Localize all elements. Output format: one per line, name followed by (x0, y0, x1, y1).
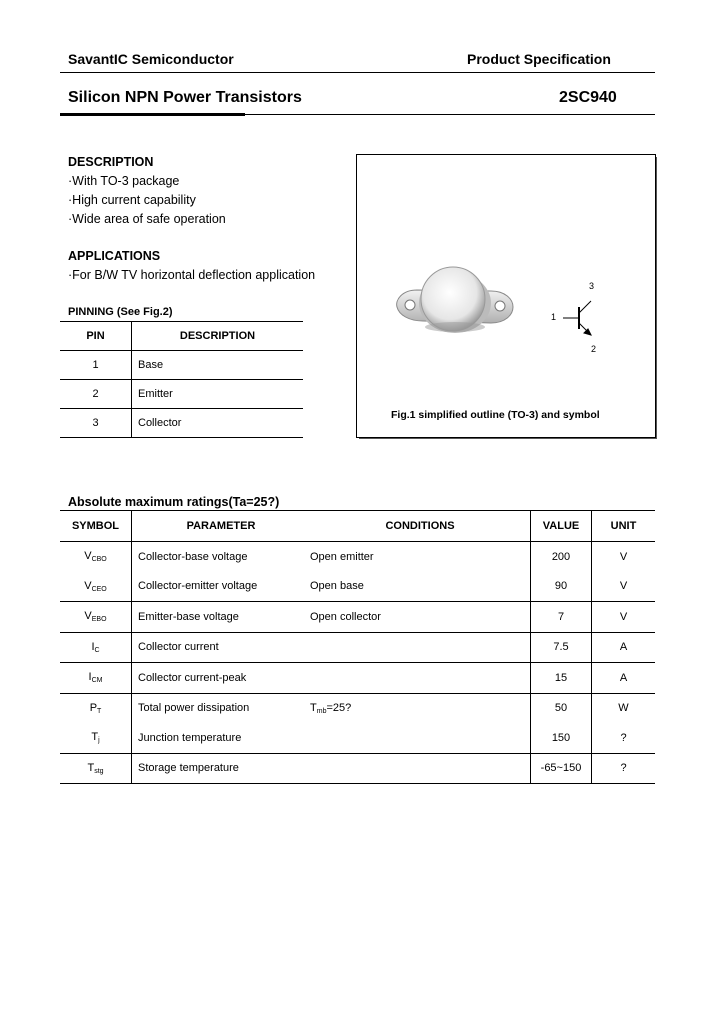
header-unit: UNIT (592, 511, 656, 542)
header-value: VALUE (531, 511, 592, 542)
table-row (60, 753, 655, 784)
rating-symbol (60, 632, 132, 663)
pin-label-emitter: 2 (591, 344, 597, 354)
npn-symbol (563, 301, 591, 335)
pin-description: Collector (132, 409, 304, 438)
symbol-main: I (88, 671, 92, 684)
rating-condition: Open emitter (310, 550, 374, 563)
symbol-main: V (84, 610, 92, 623)
pin-description: Emitter (132, 380, 304, 409)
description-item: ·Wide area of safe operation (68, 212, 226, 226)
symbol-main: V (84, 550, 92, 563)
table-row (60, 542, 655, 572)
rating-symbol (60, 753, 132, 784)
title-rule-thick (60, 113, 245, 116)
rating-symbol (60, 723, 132, 753)
rating-condition (310, 723, 531, 753)
rating-unit: V (592, 602, 656, 633)
condition-main: T (310, 701, 317, 714)
rating-value: 7.5 (531, 632, 592, 663)
table-row (60, 663, 655, 694)
company-name: SavantIC Semiconductor (68, 51, 234, 67)
pinning-title: PINNING (See Fig.2) (68, 306, 173, 318)
symbol-subscript: j (98, 737, 100, 745)
description-heading: DESCRIPTION (68, 155, 154, 169)
rating-unit: A (592, 632, 656, 663)
symbol-subscript: CEO (91, 585, 107, 593)
ratings-title: Absolute maximum ratings(Ta=25?) (68, 495, 280, 509)
description-item: ·With TO-3 package (68, 174, 180, 188)
ratings-table (60, 510, 655, 784)
rating-condition (310, 663, 531, 694)
symbol-subscript: stg (94, 767, 104, 775)
rating-parameter: Collector-base voltage (138, 550, 248, 563)
rating-value: 150 (531, 723, 592, 753)
product-line: Silicon NPN Power Transistors (68, 89, 302, 106)
table-row (60, 693, 655, 723)
rating-parameter: Emitter-base voltage (132, 602, 311, 633)
table-row (60, 602, 655, 633)
rating-parameter: Collector-emitter voltage (132, 572, 311, 602)
symbol-subscript: T (97, 707, 102, 715)
rating-condition: Open base (310, 572, 531, 602)
rating-unit: ? (592, 753, 656, 784)
rating-value: 15 (531, 663, 592, 694)
ratings-header-row (60, 511, 655, 542)
symbol-subscript: CM (91, 677, 103, 685)
symbol-main: T (91, 731, 99, 744)
applications-item: ·For B/W TV horizontal deflection application (68, 268, 316, 282)
pinning-header-row (60, 322, 303, 351)
rating-symbol (60, 542, 132, 572)
pin-number: 2 (60, 380, 132, 409)
table-row (60, 632, 655, 663)
pin-description: Base (132, 351, 304, 380)
header-conditions: CONDITIONS (310, 511, 531, 542)
rating-value: 50 (531, 693, 592, 723)
rating-symbol (60, 572, 132, 602)
table-row (60, 409, 303, 438)
rating-value: 90 (531, 572, 592, 602)
pinning-header-description: DESCRIPTION (132, 322, 304, 351)
rating-unit: V (619, 550, 628, 563)
rating-symbol (60, 693, 132, 723)
rating-parameter: Total power dissipation (138, 702, 250, 715)
pin-number: 1 (60, 351, 132, 380)
symbol-main: T (87, 761, 95, 774)
rating-condition (310, 753, 531, 784)
symbol-main: I (91, 640, 95, 653)
header-parameter: PARAMETER (132, 511, 311, 542)
doc-type: Product Specification (467, 51, 611, 67)
pin-number: 3 (60, 409, 132, 438)
symbol-subscript: C (94, 646, 100, 654)
to3-package-drawing (357, 155, 655, 437)
rating-value: 200 (531, 542, 592, 572)
rating-unit: ? (592, 723, 656, 753)
rating-unit: A (592, 663, 656, 694)
part-number: 2SC940 (559, 89, 617, 106)
rating-value: -65~150 (531, 753, 592, 784)
rating-value: 7 (531, 602, 592, 633)
rating-condition (310, 632, 531, 663)
symbol-subscript: EBO (91, 616, 107, 624)
rating-condition: Open collector (310, 602, 531, 633)
condition-subscript: mb (316, 707, 327, 715)
rating-symbol (60, 602, 132, 633)
description-item: ·High current capability (68, 193, 196, 207)
rating-symbol (60, 663, 132, 694)
rating-parameter: Storage temperature (132, 753, 311, 784)
header-symbol: SYMBOL (60, 511, 132, 542)
applications-heading: APPLICATIONS (68, 249, 161, 263)
pin-label-base: 1 (551, 312, 557, 322)
table-row (60, 380, 303, 409)
rating-condition (310, 693, 531, 723)
table-row (60, 572, 655, 602)
table-row (60, 351, 303, 380)
pinning-header-pin: PIN (60, 322, 132, 351)
figure-caption: Fig.1 simplified outline (TO-3) and symbol (391, 409, 600, 421)
pinning-table (60, 321, 303, 438)
rating-unit: V (592, 572, 656, 602)
symbol-main: V (84, 579, 92, 592)
rating-parameter: Collector current-peak (132, 663, 311, 694)
condition-tail: =25? (326, 701, 352, 714)
rating-parameter: Collector current (132, 632, 311, 663)
pin-label-collector: 3 (589, 281, 595, 291)
symbol-subscript: CBO (91, 556, 107, 564)
figure-box (356, 154, 656, 438)
table-row (60, 723, 655, 753)
rating-parameter: Junction temperature (132, 723, 311, 753)
header-rule (60, 72, 655, 73)
symbol-main: P (89, 701, 98, 714)
rating-unit: W (618, 702, 629, 715)
